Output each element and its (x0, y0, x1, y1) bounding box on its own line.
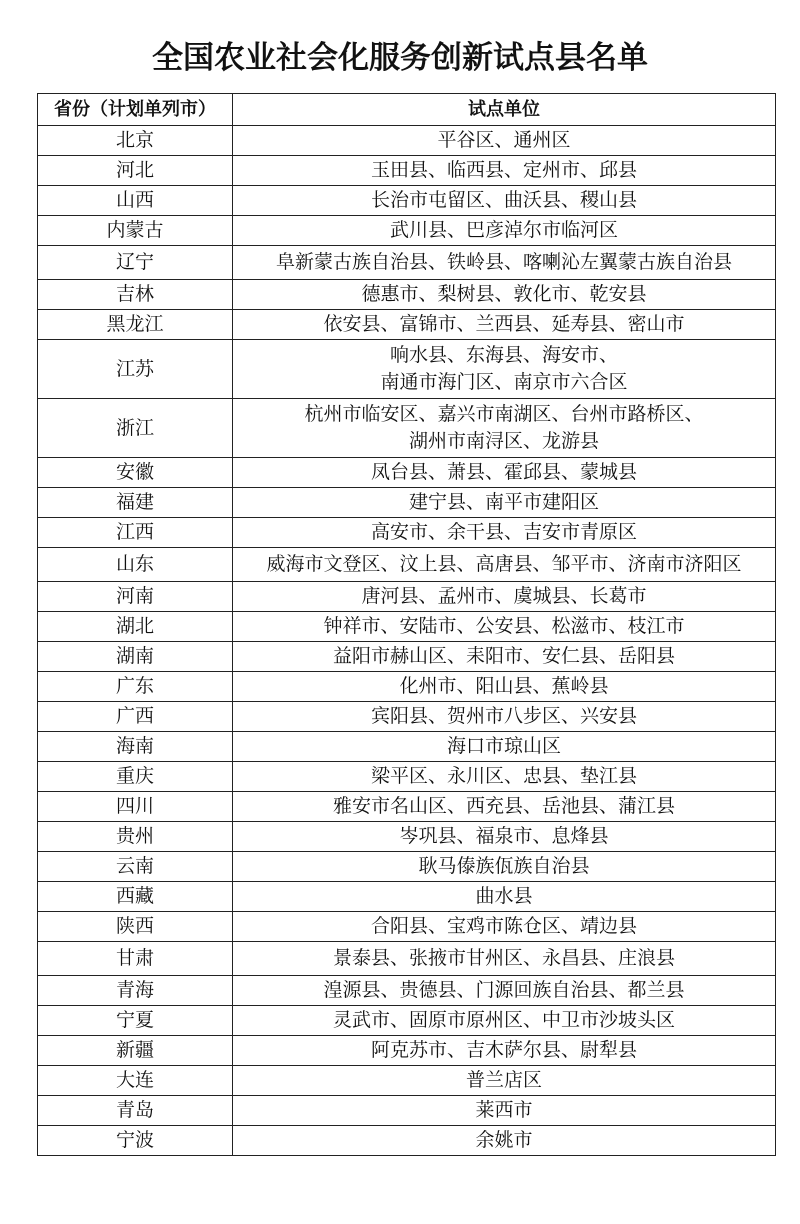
province-cell: 河北 (38, 156, 233, 186)
province-cell: 宁波 (38, 1126, 233, 1156)
pilot-units-cell (233, 126, 776, 156)
pilot-county-table (37, 93, 776, 1156)
table-row (38, 852, 776, 882)
pilot-units-line: 德惠市、梨树县、敦化市、乾安县 (361, 283, 647, 305)
pilot-units-line: 响水县、东海县、海安市、 (389, 344, 618, 366)
province-cell: 福建 (38, 488, 233, 518)
pilot-units-cell (233, 156, 776, 186)
table-row (38, 976, 776, 1006)
pilot-units-cell (233, 732, 776, 762)
pilot-units-cell (233, 340, 776, 399)
table-row (38, 488, 776, 518)
table-row (38, 186, 776, 216)
pilot-units-cell (233, 399, 776, 458)
pilot-units-line: 高安市、余干县、吉安市青原区 (370, 521, 637, 543)
pilot-units-cell (233, 642, 776, 672)
table-row (38, 126, 776, 156)
table-row (38, 582, 776, 612)
province-cell: 大连 (38, 1066, 233, 1096)
table-body (38, 126, 776, 1156)
pilot-units-line: 唐河县、孟州市、虞城县、长葛市 (361, 585, 647, 607)
pilot-units-cell (233, 518, 776, 548)
pilot-units-cell (233, 942, 776, 976)
table-row (38, 310, 776, 340)
table-row (38, 399, 776, 458)
province-cell: 河南 (38, 582, 233, 612)
pilot-units-line: 雅安市名山区、西充县、岳池县、蒲江县 (332, 795, 675, 817)
pilot-units-line: 杭州市临安区、嘉兴市南湖区、台州市路桥区、 (304, 403, 704, 425)
pilot-units-cell (233, 912, 776, 942)
pilot-units-line: 海口市琼山区 (446, 735, 561, 757)
table-row (38, 340, 776, 399)
pilot-units-line: 凤台县、萧县、霍邱县、蒙城县 (370, 461, 637, 483)
table-row (38, 458, 776, 488)
pilot-units-line: 化州市、阳山县、蕉岭县 (399, 675, 609, 697)
province-cell: 陕西 (38, 912, 233, 942)
pilot-units-line: 武川县、巴彦淖尔市临河区 (389, 219, 618, 241)
province-cell: 海南 (38, 732, 233, 762)
province-cell: 安徽 (38, 458, 233, 488)
pilot-units-cell (233, 882, 776, 912)
pilot-units-line: 益阳市赫山区、耒阳市、安仁县、岳阳县 (332, 645, 675, 667)
pilot-units-cell (233, 1066, 776, 1096)
pilot-units-line: 湟源县、贵德县、门源回族自治县、都兰县 (323, 979, 685, 1001)
province-cell: 甘肃 (38, 942, 233, 976)
pilot-units-line: 曲水县 (475, 885, 533, 907)
pilot-units-cell (233, 792, 776, 822)
pilot-units-cell (233, 186, 776, 216)
pilot-units-line: 余姚市 (475, 1129, 533, 1151)
table-row (38, 1036, 776, 1066)
pilot-units-line: 宾阳县、贺州市八步区、兴安县 (370, 705, 637, 727)
pilot-units-cell (233, 582, 776, 612)
province-cell: 四川 (38, 792, 233, 822)
pilot-units-cell (233, 548, 776, 582)
pilot-units-line: 威海市文登区、汶上县、高唐县、邹平市、济南市济阳区 (266, 553, 742, 575)
table-row (38, 882, 776, 912)
table-row (38, 792, 776, 822)
province-cell: 广东 (38, 672, 233, 702)
table-row (38, 280, 776, 310)
pilot-units-cell (233, 310, 776, 340)
pilot-units-line: 钟祥市、安陆市、公安县、松滋市、枝江市 (323, 615, 685, 637)
province-cell: 新疆 (38, 1036, 233, 1066)
province-cell: 贵州 (38, 822, 233, 852)
pilot-units-line: 合阳县、宝鸡市陈仓区、靖边县 (370, 915, 637, 937)
pilot-units-cell (233, 976, 776, 1006)
pilot-units-cell (233, 246, 776, 280)
province-cell: 江西 (38, 518, 233, 548)
pilot-units-line: 南通市海门区、南京市六合区 (380, 371, 628, 393)
province-cell: 山东 (38, 548, 233, 582)
province-cell: 广西 (38, 702, 233, 732)
pilot-units-cell (233, 852, 776, 882)
province-cell: 西藏 (38, 882, 233, 912)
table-row (38, 548, 776, 582)
province-cell: 重庆 (38, 762, 233, 792)
province-cell: 青岛 (38, 1096, 233, 1126)
pilot-units-line: 莱西市 (475, 1099, 533, 1121)
pilot-units-line: 梁平区、永川区、忠县、垫江县 (370, 765, 637, 787)
table-row (38, 1006, 776, 1036)
province-cell: 宁夏 (38, 1006, 233, 1036)
pilot-units-line: 阜新蒙古族自治县、铁岭县、喀喇沁左翼蒙古族自治县 (275, 251, 732, 273)
pilot-units-cell (233, 458, 776, 488)
pilot-units-cell (233, 1126, 776, 1156)
pilot-units-line: 景泰县、张掖市甘州区、永昌县、庄浪县 (332, 947, 675, 969)
table-row (38, 672, 776, 702)
table-row (38, 822, 776, 852)
province-cell: 浙江 (38, 399, 233, 458)
table-header-row (38, 94, 776, 126)
pilot-units-cell (233, 672, 776, 702)
table-row (38, 156, 776, 186)
column-header-units: 试点单位 (233, 94, 776, 126)
table-row (38, 762, 776, 792)
pilot-units-line: 玉田县、临西县、定州市、邱县 (370, 159, 637, 181)
pilot-units-cell (233, 822, 776, 852)
pilot-units-line: 依安县、富锦市、兰西县、延寿县、密山市 (323, 313, 685, 335)
pilot-units-cell (233, 1006, 776, 1036)
table-row (38, 216, 776, 246)
table-row (38, 518, 776, 548)
province-cell: 山西 (38, 186, 233, 216)
column-header-province: 省份（计划单列市） (38, 94, 233, 126)
pilot-units-line: 耿马傣族佤族自治县 (418, 855, 590, 877)
table-row (38, 612, 776, 642)
pilot-units-line: 灵武市、固原市原州区、中卫市沙坡头区 (332, 1009, 675, 1031)
province-cell: 吉林 (38, 280, 233, 310)
province-cell: 内蒙古 (38, 216, 233, 246)
pilot-units-cell (233, 612, 776, 642)
pilot-units-line: 平谷区、通州区 (437, 129, 571, 151)
pilot-units-line: 湖州市南浔区、龙游县 (408, 430, 599, 452)
pilot-units-line: 岑巩县、福泉市、息烽县 (399, 825, 609, 847)
pilot-units-line: 普兰店区 (465, 1069, 542, 1091)
province-cell: 湖南 (38, 642, 233, 672)
pilot-units-line: 建宁县、南平市建阳区 (408, 491, 599, 513)
province-cell: 黑龙江 (38, 310, 233, 340)
pilot-units-cell (233, 280, 776, 310)
table-row (38, 912, 776, 942)
pilot-units-cell (233, 488, 776, 518)
pilot-units-line: 长治市屯留区、曲沃县、稷山县 (370, 189, 637, 211)
table-row (38, 1126, 776, 1156)
table-row (38, 246, 776, 280)
pilot-units-cell (233, 702, 776, 732)
province-cell: 湖北 (38, 612, 233, 642)
province-cell: 云南 (38, 852, 233, 882)
pilot-units-cell (233, 762, 776, 792)
pilot-units-cell (233, 1096, 776, 1126)
table-row (38, 702, 776, 732)
table-row (38, 1066, 776, 1096)
table-row (38, 1096, 776, 1126)
table-row (38, 642, 776, 672)
province-cell: 北京 (38, 126, 233, 156)
table-row (38, 732, 776, 762)
pilot-units-line: 阿克苏市、吉木萨尔县、尉犁县 (370, 1039, 637, 1061)
page-title: 全国农业社会化服务创新试点县名单 (152, 40, 648, 76)
province-cell: 辽宁 (38, 246, 233, 280)
pilot-units-cell (233, 1036, 776, 1066)
pilot-units-cell (233, 216, 776, 246)
province-cell: 江苏 (38, 340, 233, 399)
table-row (38, 942, 776, 976)
province-cell: 青海 (38, 976, 233, 1006)
